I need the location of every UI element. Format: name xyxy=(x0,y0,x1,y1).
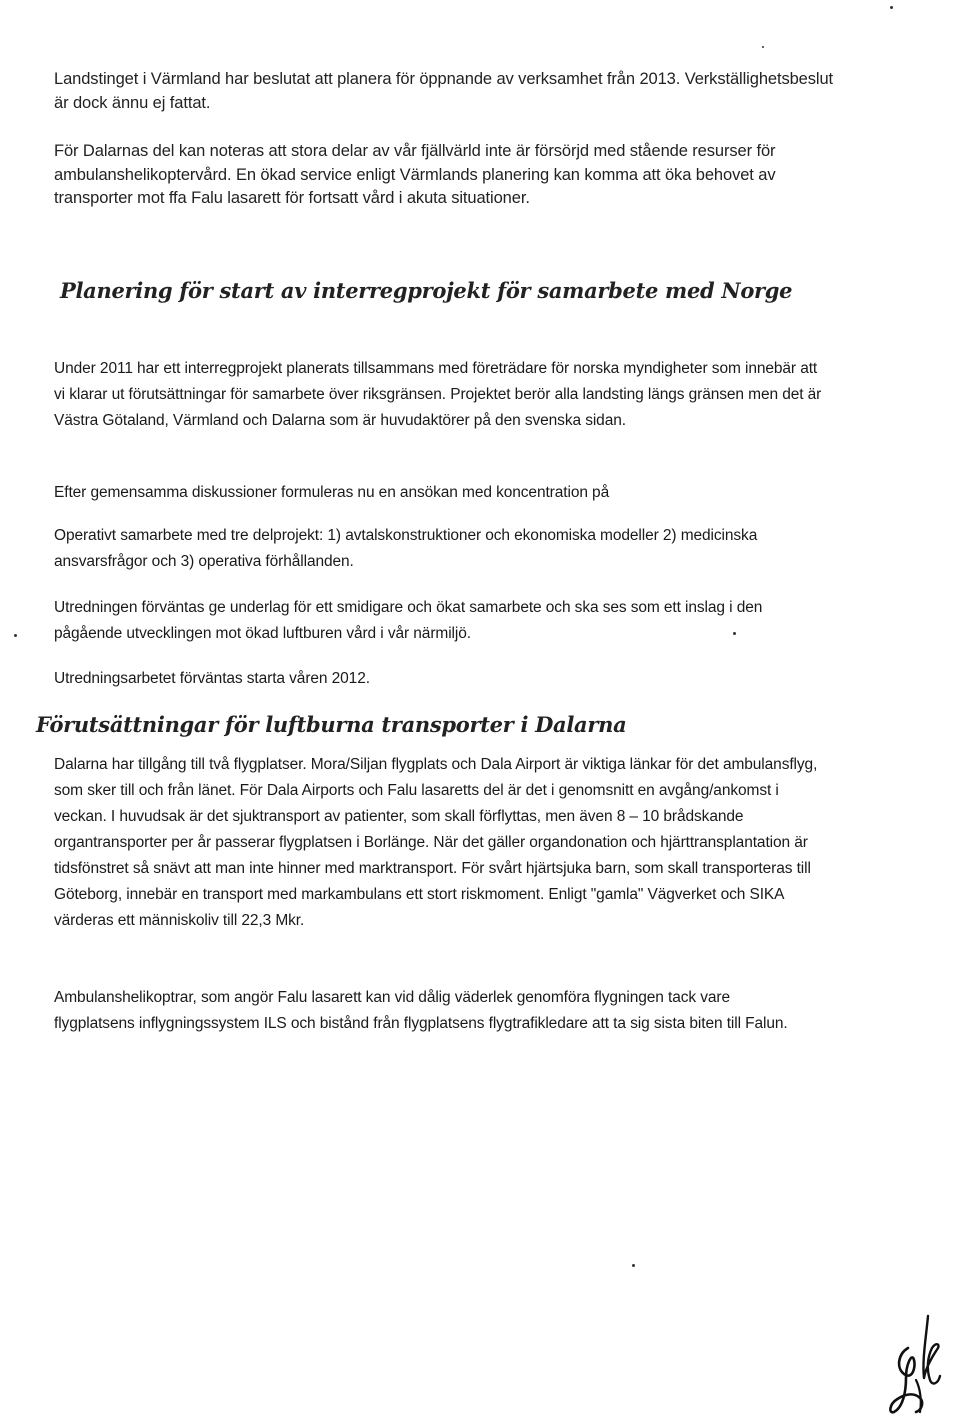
handwritten-initials-signature xyxy=(886,1308,946,1418)
scan-speck xyxy=(733,632,736,635)
paragraph-ambulance-helicopters: Ambulanshelikoptrar, som angör Falu lasarett kan vid dålig väderlek genomföra flygningen tack vare flygplatsens inflygningssystem ILS och bistånd från flygplatsens flygtrafikledare att ta sig sista biten till Falun. xyxy=(54,989,788,1032)
paragraph-interreg-2011: Under 2011 har ett interregprojekt planerats tillsammans med företrädare för norska myndigheter som innebär att vi klarar ut förutsättningar för samarbete över riksgränsen. Projektet berör alla landsting längs gränsen men det är Västra Götaland, Värmland och Dalarna som är huvudaktörer på den svenska sidan. xyxy=(54,360,822,429)
paragraph-investigation-expected: Utredningen förväntas ge underlag för ett smidigare och ökat samarbete och ska ses som ett inslag i den pågående utvecklingen mot ökad luftburen vård i vår närmiljö. xyxy=(54,599,763,642)
section-heading-interreg: Planering för start av interregprojekt för samarbete med Norge xyxy=(60,278,793,303)
scan-speck xyxy=(14,634,17,637)
section-heading-dalarna-air-transport: Förutsättningar för luftburna transporter i Dalarna xyxy=(36,712,627,737)
scan-speck xyxy=(890,6,893,9)
scan-speck xyxy=(632,1264,635,1267)
paragraph-joint-discussions: Efter gemensamma diskussioner formuleras nu en ansökan med koncentration på xyxy=(54,484,610,501)
paragraph-dalarna-mountains: För Dalarnas del kan noteras att stora delar av vår fjällvärld inte är försörjd med stående resurser för ambulanshelikoptervård. En ökad service enligt Värmlands planering kan komma att öka behovet av transporter mot ffa Falu lasarett för fortsatt vård i akuta situationer. xyxy=(54,142,776,207)
scan-speck xyxy=(762,46,764,48)
paragraph-investigation-start: Utredningsarbetet förväntas starta våren 2012. xyxy=(54,670,370,687)
paragraph-varmland-decision: Landstinget i Värmland har beslutat att planera för öppnande av verksamhet från 2013. Verkställighetsbeslut är dock ännu ej fattat. xyxy=(54,70,834,112)
paragraph-operative-cooperation: Operativt samarbete med tre delprojekt: 1) avtalskonstruktioner och ekonomiska modeller 2) medicinska ansvarsfrågor och 3) operativa förhållanden. xyxy=(54,527,758,570)
paragraph-dalarna-airports: Dalarna har tillgång till två flygplatser. Mora/Siljan flygplats och Dala Airport är viktiga länkar för det ambulansflyg, som sker till och från länet. För Dala Airports och Falu lasaretts del är det i genomsnitt en avgång/ankomst i veckan. I huvudsak är det sjuktransport av patienter, som skall förflyttas, men även 8 – 10 brådskande organtransporter per år passerar flygplatsen i Borlänge. När det gäller organdonation och hjärttransplantation är tidsfönstret så snävt att man inte hinner med marktransport. För svårt hjärtsjuka barn, som skall transporteras till Göteborg, innebär en transport med markambulans ett stort riskmoment. Enligt "gamla" Vägverket och SIKA värderas ett människoliv till 22,3 Mkr. xyxy=(54,756,818,929)
